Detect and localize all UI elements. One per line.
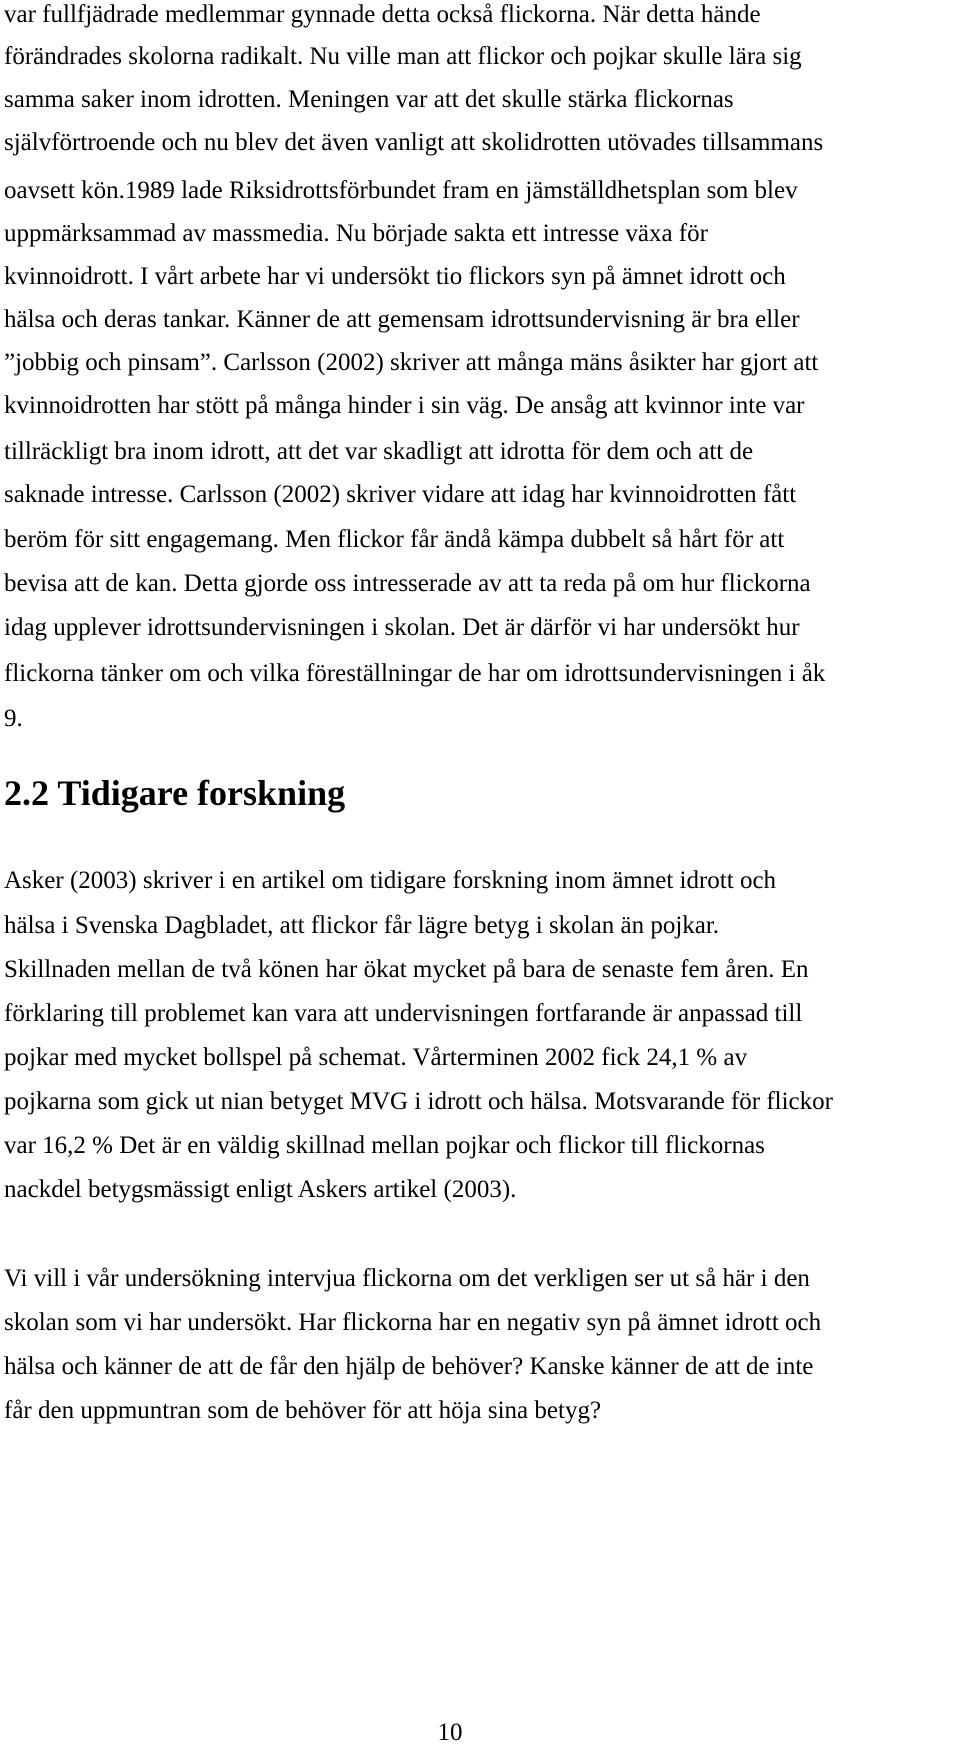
paragraph-line: bevisa att de kan. Detta gjorde oss intresserade av att ta reda på om hur flickorna: [4, 570, 811, 597]
paragraph-line: pojkarna som gick ut nian betyget MVG i idrott och hälsa. Motsvarande för flickor: [4, 1088, 833, 1115]
paragraph-line: hälsa och deras tankar. Känner de att gemensam idrottsundervisning är bra eller: [4, 306, 800, 333]
paragraph-line: Skillnaden mellan de två könen har ökat mycket på bara de senaste fem åren. En: [4, 956, 809, 983]
paragraph-line: Vi vill i vår undersökning intervjua flickorna om det verkligen ser ut så här i den: [4, 1265, 810, 1292]
paragraph-line: tillräckligt bra inom idrott, att det var skadligt att idrotta för dem och att de: [4, 438, 754, 465]
paragraph-line: hälsa och känner de att de får den hjälp de behöver? Kanske känner de att de inte: [4, 1353, 814, 1380]
paragraph-line: var 16,2 % Det är en väldig skillnad mellan pojkar och flickor till flickornas: [4, 1132, 765, 1159]
paragraph-line: pojkar med mycket bollspel på schemat. Vårterminen 2002 fick 24,1 % av: [4, 1044, 748, 1071]
paragraph-line: förklaring till problemet kan vara att undervisningen fortfarande är anpassad till: [4, 1000, 803, 1027]
paragraph-line: förändrades skolorna radikalt. Nu ville man att flickor och pojkar skulle lära sig: [4, 43, 802, 70]
paragraph-line: beröm för sitt engagemang. Men flickor får ändå kämpa dubbelt så hårt för att: [4, 526, 785, 553]
paragraph-line: idag upplever idrottsundervisningen i skolan. Det är därför vi har undersökt hur: [4, 614, 800, 641]
paragraph-line: saknade intresse. Carlsson (2002) skriver vidare att idag har kvinnoidrotten fått: [4, 481, 797, 508]
page-number: 10: [437, 1719, 463, 1746]
paragraph-line: nackdel betygsmässigt enligt Askers artikel (2003).: [4, 1176, 517, 1203]
paragraph-line: kvinnoidrotten har stött på många hinder i sin väg. De ansåg att kvinnor inte var: [4, 392, 805, 419]
paragraph-line: flickorna tänker om och vilka föreställningar de har om idrottsundervisningen i åk: [4, 660, 826, 687]
section-heading: 2.2 Tidigare forskning: [4, 773, 346, 813]
paragraph-line: ”jobbig och pinsam”. Carlsson (2002) skriver att många mäns åsikter har gjort att: [4, 349, 819, 376]
paragraph-line: kvinnoidrott. I vårt arbete har vi undersökt tio flickors syn på ämnet idrott och: [4, 263, 786, 290]
paragraph-line: får den uppmuntran som de behöver för att höja sina betyg?: [4, 1397, 602, 1424]
paragraph-line: uppmärksammad av massmedia. Nu började sakta ett intresse växa för: [4, 220, 708, 247]
paragraph-line: var fullfjädrade medlemmar gynnade detta också flickorna. När detta hände: [4, 1, 761, 28]
paragraph-line: Asker (2003) skriver i en artikel om tidigare forskning inom ämnet idrott och: [4, 867, 777, 894]
paragraph-line: samma saker inom idrotten. Meningen var att det skulle stärka flickornas: [4, 86, 734, 113]
paragraph-line: skolan som vi har undersökt. Har flickorna har en negativ syn på ämnet idrott och: [4, 1309, 822, 1336]
paragraph-line: oavsett kön.1989 lade Riksidrottsförbundet fram en jämställdhetsplan som blev: [4, 177, 798, 204]
paragraph-line: 9.: [4, 705, 23, 732]
paragraph-line: självförtroende och nu blev det även vanligt att skolidrotten utövades tillsammans: [4, 129, 824, 156]
paragraph-line: hälsa i Svenska Dagbladet, att flickor får lägre betyg i skolan än pojkar.: [4, 912, 720, 939]
